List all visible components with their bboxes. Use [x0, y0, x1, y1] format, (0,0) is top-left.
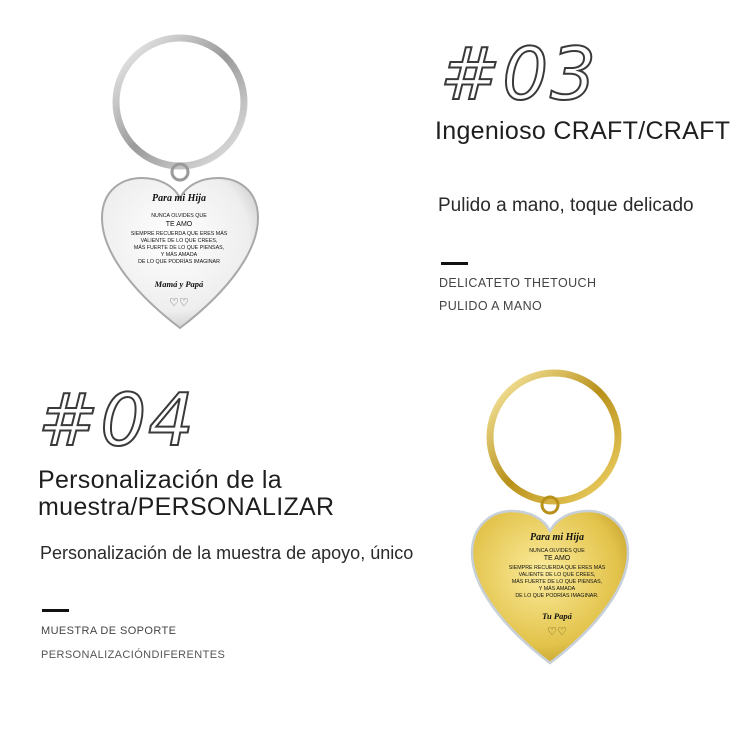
section-03-title: Ingenioso CRAFT/CRAFT: [435, 117, 731, 145]
section-04-small-line-1: MUESTRA DE SOPORTE: [41, 625, 177, 637]
silver-heart-signature: Mamá y Papá: [154, 279, 204, 289]
gold-heart-line-1: NUNCA OLVIDES QUE: [529, 548, 585, 554]
two-hearts-icon: ♡♡: [169, 297, 189, 309]
gold-heart-line-4: MÁS FUERTE DE LO QUE PIENSAS,: [511, 579, 603, 585]
silver-heart-heading: Para mi Hija: [152, 193, 206, 204]
section-04-title: Personalización de la muestra/PERSONALIZAR: [38, 466, 335, 521]
gold-heart-line-6: DE LO QUE PODRÍAS IMAGINAR.: [515, 593, 599, 599]
two-hearts-icon: ♡♡: [547, 626, 567, 638]
silver-heart-line-1: NUNCA OLVIDES QUE: [151, 213, 207, 219]
silver-heart-line-4: MÁS FUERTE DE LO QUE PIENSAS,: [133, 245, 225, 251]
gold-heart-heading: Para mi Hija: [530, 532, 584, 543]
section-04-number: #04: [38, 378, 196, 462]
gold-ring: [490, 373, 618, 501]
gold-heart-signature: Tu Papá: [542, 611, 572, 621]
silver-heart-line-3: VALIENTE DE LO QUE CREES,: [140, 238, 218, 244]
gold-heart-line-5: Y MÁS AMADA: [538, 586, 576, 592]
keychain-silver-image: [100, 20, 270, 340]
section-04-small-line-2: PERSONALIZACIÓNDIFERENTES: [41, 649, 226, 661]
section-03-number: #03: [440, 32, 598, 116]
section-04-divider: [42, 609, 69, 612]
silver-ring: [116, 38, 244, 166]
silver-heart-line-5: Y MÁS AMADA: [160, 252, 198, 258]
section-03-small-line-2: PULIDO A MANO: [439, 299, 543, 313]
keychain-gold-image: [470, 355, 640, 675]
silver-heart-line-2: SIEMPRE RECUERDA QUE ERES MÁS: [130, 231, 228, 237]
section-04-subtitle: Personalización de la muestra de apoyo, único: [40, 543, 414, 563]
gold-heart-line-3: VALIENTE DE LO QUE CREES,: [518, 572, 596, 578]
section-03-small-line-1: DELICATETO THETOUCH: [439, 276, 597, 290]
section-03-divider: [441, 262, 468, 265]
keychain-silver-drawing: [100, 20, 270, 340]
gold-heart-love: TE AMO: [543, 555, 571, 562]
gold-heart-line-2: SIEMPRE RECUERDA QUE ERES MÁS: [508, 565, 606, 571]
silver-heart-love: TE AMO: [165, 221, 193, 228]
silver-heart-line-6: DE LO QUE PODRÍAS IMAGINAR: [138, 259, 220, 265]
section-03-subtitle: Pulido a mano, toque delicado: [438, 195, 694, 216]
